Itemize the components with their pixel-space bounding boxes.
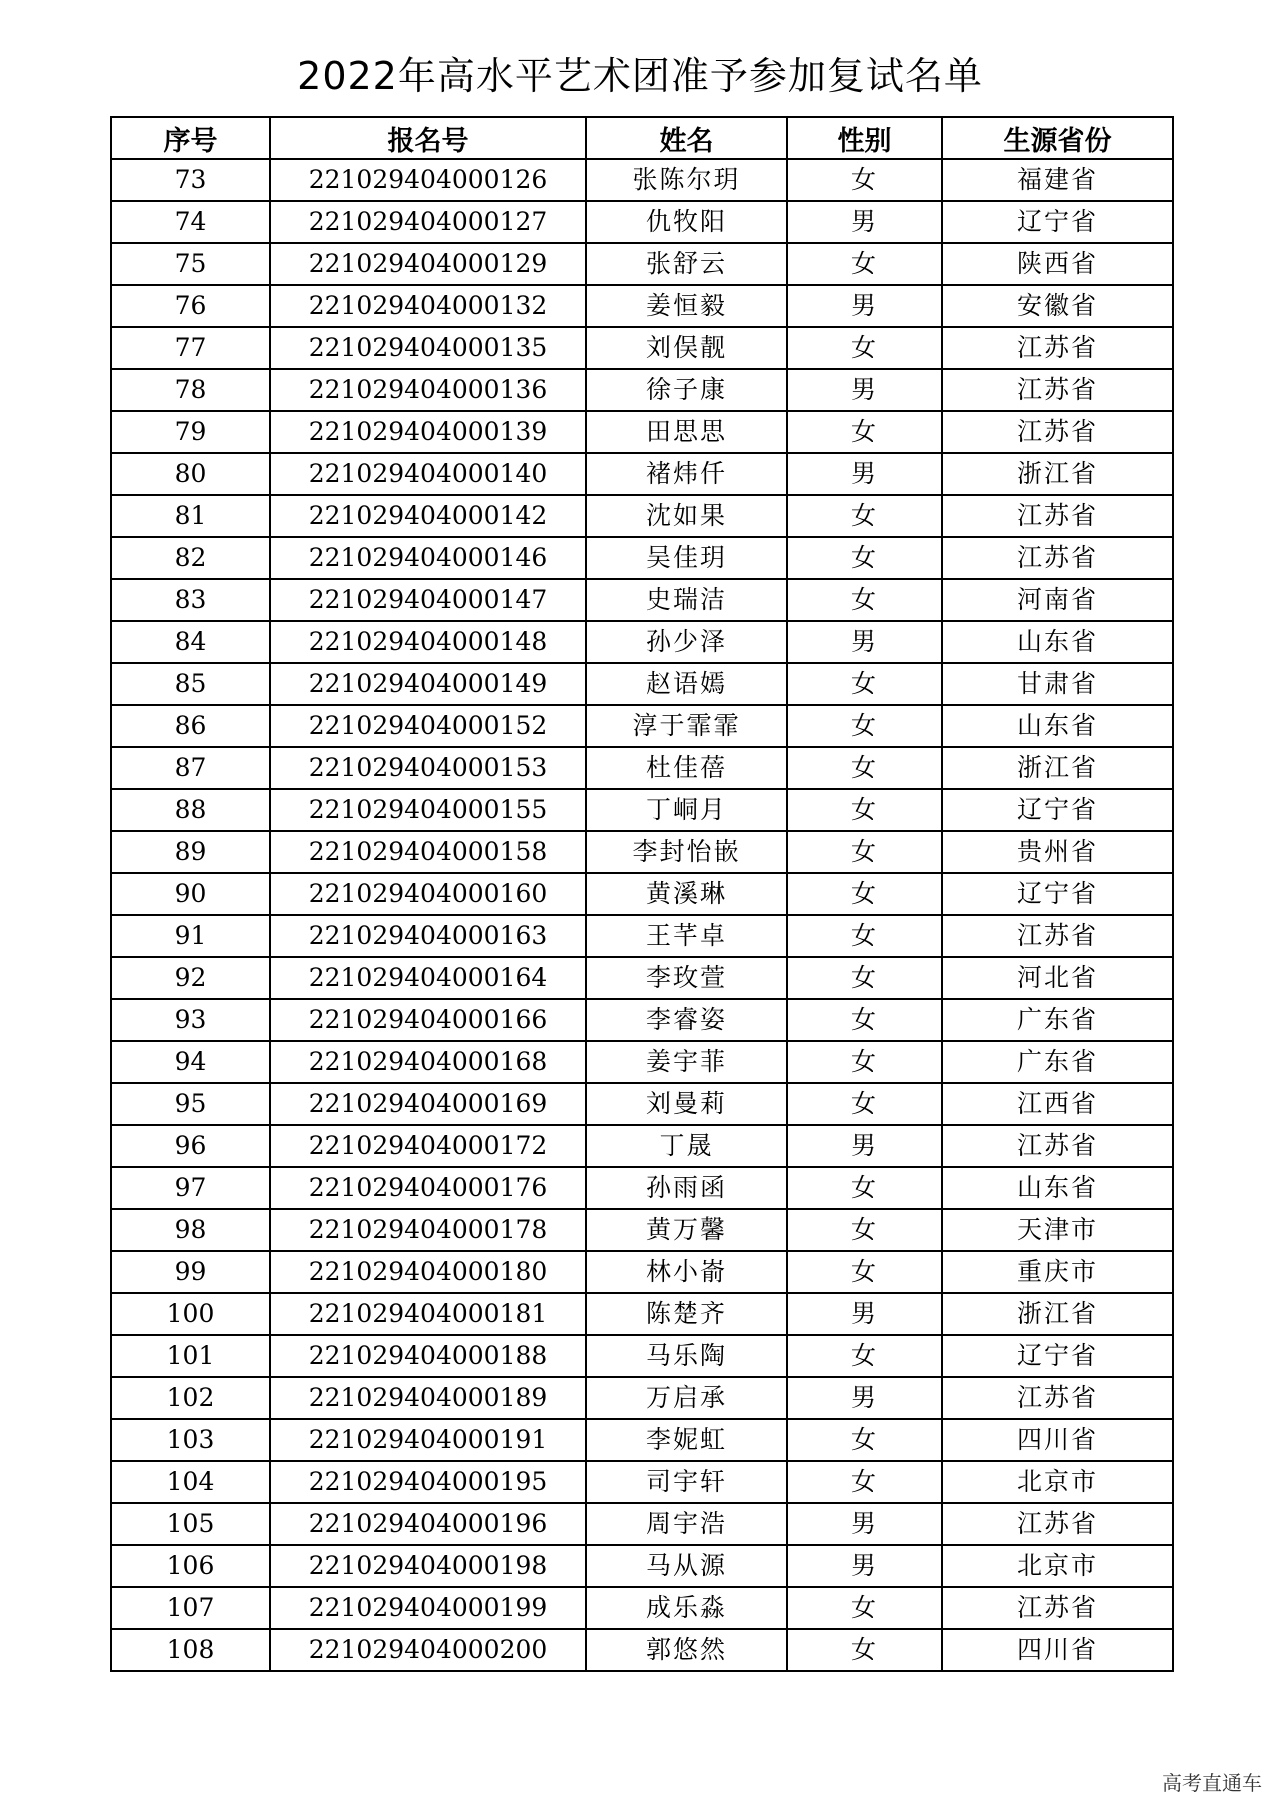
table-row (111, 411, 1173, 453)
cell-name: 李妮虹 (586, 1419, 787, 1461)
cell-province: 浙江省 (942, 747, 1173, 789)
cell-province: 山东省 (942, 705, 1173, 747)
cell-reg-no: 221029404000198 (270, 1545, 586, 1587)
cell-province: 河南省 (942, 579, 1173, 621)
cell-province: 江苏省 (942, 327, 1173, 369)
table-row (111, 747, 1173, 789)
cell-gender: 女 (787, 159, 942, 201)
cell-province: 广东省 (942, 999, 1173, 1041)
cell-index: 108 (111, 1629, 270, 1671)
table-row (111, 159, 1173, 201)
table-row (111, 1293, 1173, 1335)
cell-province: 辽宁省 (942, 1335, 1173, 1377)
cell-name: 田思思 (586, 411, 787, 453)
cell-reg-no: 221029404000166 (270, 999, 586, 1041)
cell-name: 刘曼莉 (586, 1083, 787, 1125)
cell-index: 97 (111, 1167, 270, 1209)
cell-province: 安徽省 (942, 285, 1173, 327)
cell-gender: 女 (787, 915, 942, 957)
cell-gender: 男 (787, 1503, 942, 1545)
cell-gender: 女 (787, 705, 942, 747)
cell-reg-no: 221029404000169 (270, 1083, 586, 1125)
cell-index: 94 (111, 1041, 270, 1083)
cell-reg-no: 221029404000158 (270, 831, 586, 873)
cell-province: 江苏省 (942, 495, 1173, 537)
cell-gender: 女 (787, 1251, 942, 1293)
cell-name: 司宇轩 (586, 1461, 787, 1503)
cell-reg-no: 221029404000160 (270, 873, 586, 915)
cell-index: 96 (111, 1125, 270, 1167)
cell-reg-no: 221029404000195 (270, 1461, 586, 1503)
cell-gender: 女 (787, 1587, 942, 1629)
cell-index: 77 (111, 327, 270, 369)
cell-reg-no: 221029404000127 (270, 201, 586, 243)
cell-province: 福建省 (942, 159, 1173, 201)
cell-index: 93 (111, 999, 270, 1041)
cell-name: 仇牧阳 (586, 201, 787, 243)
cell-name: 郭悠然 (586, 1629, 787, 1671)
cell-gender: 男 (787, 621, 942, 663)
cell-name: 姜恒毅 (586, 285, 787, 327)
cell-gender: 女 (787, 747, 942, 789)
table-row (111, 495, 1173, 537)
table-row (111, 873, 1173, 915)
cell-index: 79 (111, 411, 270, 453)
cell-index: 103 (111, 1419, 270, 1461)
cell-index: 89 (111, 831, 270, 873)
cell-gender: 男 (787, 453, 942, 495)
cell-province: 北京市 (942, 1545, 1173, 1587)
header-cell-gender: 性别 (787, 117, 942, 159)
table-row (111, 453, 1173, 495)
cell-index: 82 (111, 537, 270, 579)
cell-province: 广东省 (942, 1041, 1173, 1083)
table-row (111, 831, 1173, 873)
cell-name: 丁峒月 (586, 789, 787, 831)
cell-index: 104 (111, 1461, 270, 1503)
cell-province: 江苏省 (942, 1587, 1173, 1629)
table-row (111, 957, 1173, 999)
table-row (111, 1167, 1173, 1209)
table-row (111, 1503, 1173, 1545)
cell-index: 81 (111, 495, 270, 537)
cell-index: 80 (111, 453, 270, 495)
cell-reg-no: 221029404000189 (270, 1377, 586, 1419)
table-header (111, 117, 1173, 159)
cell-province: 山东省 (942, 621, 1173, 663)
table-row (111, 243, 1173, 285)
cell-reg-no: 221029404000136 (270, 369, 586, 411)
cell-name: 马乐陶 (586, 1335, 787, 1377)
cell-province: 江苏省 (942, 537, 1173, 579)
cell-province: 江苏省 (942, 1377, 1173, 1419)
header-cell-name: 姓名 (586, 117, 787, 159)
cell-province: 四川省 (942, 1419, 1173, 1461)
cell-gender: 男 (787, 285, 942, 327)
cell-reg-no: 221029404000191 (270, 1419, 586, 1461)
cell-name: 徐子康 (586, 369, 787, 411)
cell-index: 92 (111, 957, 270, 999)
table-row (111, 915, 1173, 957)
cell-name: 杜佳蓓 (586, 747, 787, 789)
cell-reg-no: 221029404000135 (270, 327, 586, 369)
cell-gender: 女 (787, 579, 942, 621)
table-row (111, 789, 1173, 831)
cell-province: 辽宁省 (942, 789, 1173, 831)
table-row (111, 1419, 1173, 1461)
cell-reg-no: 221029404000172 (270, 1125, 586, 1167)
cell-index: 75 (111, 243, 270, 285)
cell-name: 马从源 (586, 1545, 787, 1587)
cell-name: 李玫萱 (586, 957, 787, 999)
cell-province: 甘肃省 (942, 663, 1173, 705)
table-row (111, 1251, 1173, 1293)
cell-name: 王芊卓 (586, 915, 787, 957)
cell-province: 浙江省 (942, 453, 1173, 495)
cell-name: 姜宇菲 (586, 1041, 787, 1083)
header-cell-index: 序号 (111, 117, 270, 159)
cell-reg-no: 221029404000139 (270, 411, 586, 453)
table-row (111, 201, 1173, 243)
cell-province: 河北省 (942, 957, 1173, 999)
cell-index: 99 (111, 1251, 270, 1293)
table-row (111, 1629, 1173, 1671)
cell-province: 浙江省 (942, 1293, 1173, 1335)
cell-index: 101 (111, 1335, 270, 1377)
cell-province: 四川省 (942, 1629, 1173, 1671)
cell-province: 江苏省 (942, 1125, 1173, 1167)
cell-reg-no: 221029404000168 (270, 1041, 586, 1083)
table-row (111, 285, 1173, 327)
roster-table (110, 116, 1174, 1672)
cell-index: 105 (111, 1503, 270, 1545)
cell-gender: 男 (787, 1377, 942, 1419)
cell-index: 85 (111, 663, 270, 705)
cell-name: 陈楚齐 (586, 1293, 787, 1335)
cell-reg-no: 221029404000148 (270, 621, 586, 663)
watermark: 高考直通车 (1162, 1771, 1262, 1795)
cell-index: 84 (111, 621, 270, 663)
table-row (111, 1041, 1173, 1083)
table-row (111, 663, 1173, 705)
cell-name: 刘俣靓 (586, 327, 787, 369)
cell-province: 陕西省 (942, 243, 1173, 285)
cell-reg-no: 221029404000126 (270, 159, 586, 201)
cell-gender: 男 (787, 1545, 942, 1587)
cell-name: 林小嵛 (586, 1251, 787, 1293)
cell-name: 张陈尔玥 (586, 159, 787, 201)
cell-name: 成乐淼 (586, 1587, 787, 1629)
cell-reg-no: 221029404000146 (270, 537, 586, 579)
cell-gender: 男 (787, 369, 942, 411)
cell-index: 91 (111, 915, 270, 957)
cell-gender: 女 (787, 1461, 942, 1503)
table-body (111, 159, 1173, 1671)
cell-province: 山东省 (942, 1167, 1173, 1209)
cell-gender: 女 (787, 1629, 942, 1671)
header-row (111, 117, 1173, 159)
table-row (111, 1545, 1173, 1587)
cell-province: 江苏省 (942, 1503, 1173, 1545)
cell-gender: 女 (787, 831, 942, 873)
cell-name: 李封怡嵌 (586, 831, 787, 873)
cell-reg-no: 221029404000140 (270, 453, 586, 495)
cell-reg-no: 221029404000178 (270, 1209, 586, 1251)
cell-index: 98 (111, 1209, 270, 1251)
cell-name: 史瑞洁 (586, 579, 787, 621)
cell-province: 江苏省 (942, 411, 1173, 453)
cell-index: 78 (111, 369, 270, 411)
cell-gender: 女 (787, 1335, 942, 1377)
cell-index: 100 (111, 1293, 270, 1335)
cell-index: 73 (111, 159, 270, 201)
cell-reg-no: 221029404000200 (270, 1629, 586, 1671)
cell-name: 淳于霏霏 (586, 705, 787, 747)
cell-province: 江苏省 (942, 915, 1173, 957)
cell-reg-no: 221029404000142 (270, 495, 586, 537)
table-row (111, 705, 1173, 747)
header-cell-reg-no: 报名号 (270, 117, 586, 159)
table-row (111, 999, 1173, 1041)
cell-name: 黄万馨 (586, 1209, 787, 1251)
cell-name: 吴佳玥 (586, 537, 787, 579)
cell-name: 孙雨函 (586, 1167, 787, 1209)
cell-gender: 女 (787, 1041, 942, 1083)
cell-index: 83 (111, 579, 270, 621)
table-row (111, 537, 1173, 579)
cell-gender: 女 (787, 1083, 942, 1125)
cell-name: 丁晟 (586, 1125, 787, 1167)
cell-gender: 女 (787, 1419, 942, 1461)
cell-reg-no: 221029404000155 (270, 789, 586, 831)
cell-province: 天津市 (942, 1209, 1173, 1251)
cell-gender: 女 (787, 495, 942, 537)
cell-gender: 男 (787, 1293, 942, 1335)
cell-gender: 女 (787, 537, 942, 579)
cell-name: 沈如果 (586, 495, 787, 537)
cell-gender: 女 (787, 327, 942, 369)
cell-name: 褚炜仟 (586, 453, 787, 495)
cell-index: 86 (111, 705, 270, 747)
cell-gender: 男 (787, 1125, 942, 1167)
table-row (111, 579, 1173, 621)
cell-index: 88 (111, 789, 270, 831)
cell-index: 90 (111, 873, 270, 915)
cell-index: 106 (111, 1545, 270, 1587)
cell-name: 黄溪琳 (586, 873, 787, 915)
cell-province: 江苏省 (942, 369, 1173, 411)
cell-name: 孙少泽 (586, 621, 787, 663)
cell-name: 周宇浩 (586, 1503, 787, 1545)
cell-reg-no: 221029404000196 (270, 1503, 586, 1545)
cell-gender: 女 (787, 789, 942, 831)
cell-reg-no: 221029404000176 (270, 1167, 586, 1209)
table-row (111, 1125, 1173, 1167)
table-row (111, 369, 1173, 411)
cell-reg-no: 221029404000163 (270, 915, 586, 957)
cell-reg-no: 221029404000181 (270, 1293, 586, 1335)
table-row (111, 1377, 1173, 1419)
cell-gender: 女 (787, 243, 942, 285)
table-row (111, 1587, 1173, 1629)
table-row (111, 1461, 1173, 1503)
cell-province: 北京市 (942, 1461, 1173, 1503)
cell-index: 74 (111, 201, 270, 243)
cell-name: 万启承 (586, 1377, 787, 1419)
cell-name: 李睿姿 (586, 999, 787, 1041)
cell-index: 95 (111, 1083, 270, 1125)
cell-reg-no: 221029404000132 (270, 285, 586, 327)
cell-province: 重庆市 (942, 1251, 1173, 1293)
table-row (111, 1335, 1173, 1377)
cell-reg-no: 221029404000199 (270, 1587, 586, 1629)
cell-gender: 女 (787, 1167, 942, 1209)
cell-index: 102 (111, 1377, 270, 1419)
cell-gender: 男 (787, 201, 942, 243)
cell-gender: 女 (787, 411, 942, 453)
cell-gender: 女 (787, 999, 942, 1041)
cell-gender: 女 (787, 1209, 942, 1251)
cell-gender: 女 (787, 873, 942, 915)
table-row (111, 621, 1173, 663)
cell-province: 江西省 (942, 1083, 1173, 1125)
cell-province: 辽宁省 (942, 201, 1173, 243)
cell-index: 107 (111, 1587, 270, 1629)
cell-name: 张舒云 (586, 243, 787, 285)
page-title: 2022年高水平艺术团准予参加复试名单 (297, 54, 983, 98)
header-cell-province: 生源省份 (942, 117, 1173, 159)
cell-reg-no: 221029404000153 (270, 747, 586, 789)
table-row (111, 1083, 1173, 1125)
cell-index: 76 (111, 285, 270, 327)
cell-reg-no: 221029404000129 (270, 243, 586, 285)
cell-reg-no: 221029404000164 (270, 957, 586, 999)
cell-reg-no: 221029404000147 (270, 579, 586, 621)
table-row (111, 327, 1173, 369)
table-row (111, 1209, 1173, 1251)
cell-province: 贵州省 (942, 831, 1173, 873)
cell-reg-no: 221029404000152 (270, 705, 586, 747)
cell-gender: 女 (787, 957, 942, 999)
cell-index: 87 (111, 747, 270, 789)
cell-reg-no: 221029404000149 (270, 663, 586, 705)
cell-province: 辽宁省 (942, 873, 1173, 915)
cell-name: 赵语嫣 (586, 663, 787, 705)
cell-reg-no: 221029404000188 (270, 1335, 586, 1377)
cell-reg-no: 221029404000180 (270, 1251, 586, 1293)
cell-gender: 女 (787, 663, 942, 705)
